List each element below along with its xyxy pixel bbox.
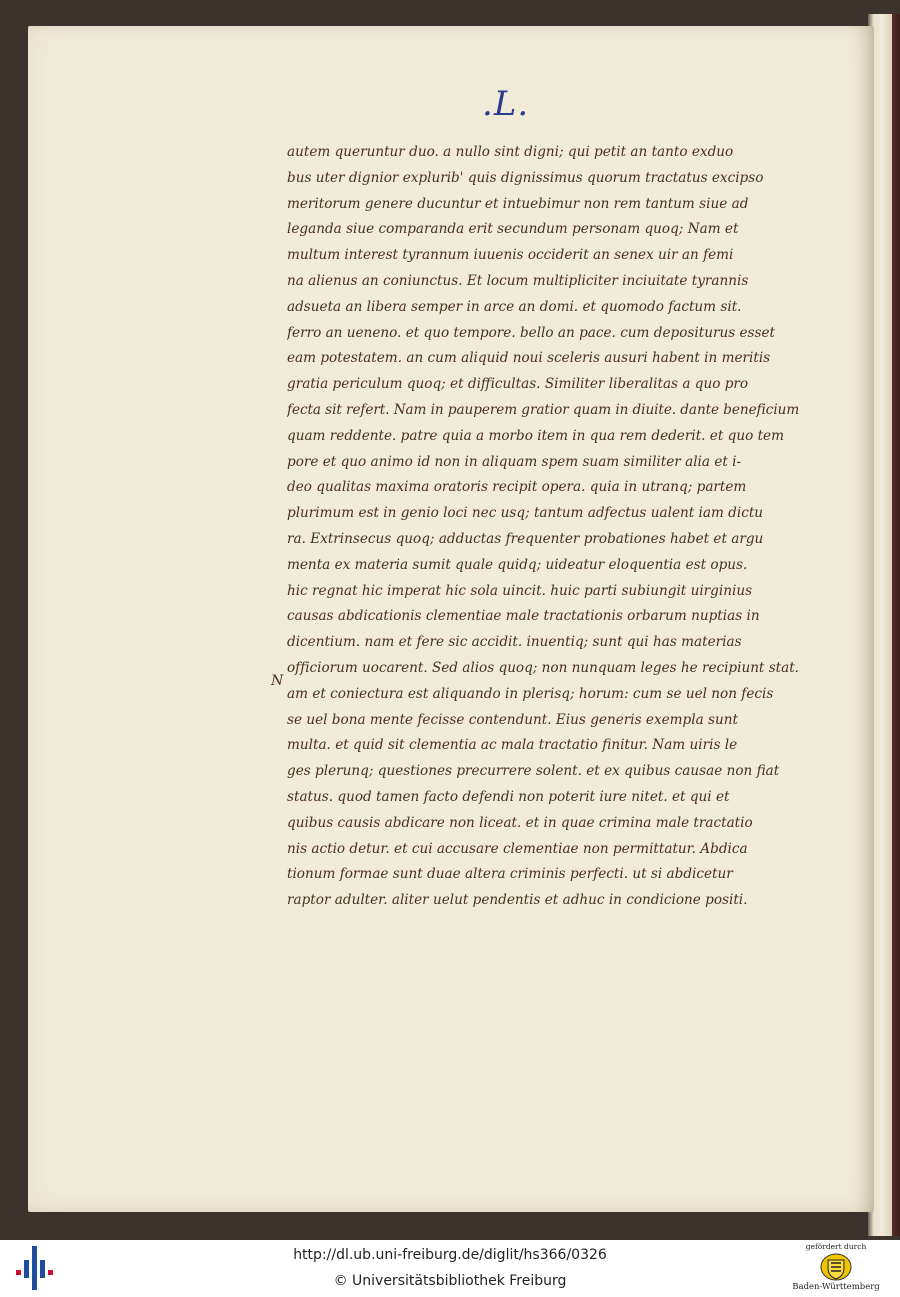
manuscript-line: raptor adulter. aliter uelut pendentis et adhuc in condicione positi. <box>287 892 748 909</box>
manuscript-line: causas abdicationis clementiae male tractationis orbarum nuptias in <box>287 608 760 625</box>
manuscript-line: adsueta an libera semper in arce an domi. et quomodo factum sit. <box>287 298 742 315</box>
sponsor-label: gefördert durch <box>805 1242 867 1251</box>
manuscript-line: autem queruntur duo. a nullo sint digni; qui petit an tanto exduo <box>287 144 734 160</box>
manuscript-line: hic regnat hic imperat hic sola uincit. huic parti subiungit uirginius <box>287 582 753 599</box>
baden-wuerttemberg-crest-icon <box>819 1252 853 1282</box>
manuscript-line: ges plerunq; questiones precurrere solent. et ex quibus causae non fiat <box>287 763 780 780</box>
manuscript-line: status. quod tamen facto defendi non poterit iure nitet. et qui et <box>287 788 730 805</box>
decorated-initial: .L. <box>482 84 530 124</box>
manuscript-line: plurimum est in genio loci nec usq; tantum adfectus ualent iam dictu <box>287 505 764 522</box>
manuscript-line: na alienus an coniunctus. Et locum multipliciter inciuitate tyrannis <box>287 272 749 289</box>
manuscript-line: ferro an ueneno. et quo tempore. bello an pace. cum depositurus esset <box>287 324 776 341</box>
manuscript-line: eam potestatem. an cum aliquid noui sceleris ausuri habent in meritis <box>287 350 771 367</box>
manuscript-line: deo qualitas maxima oratoris recipit opera. quia in utranq; partem <box>287 479 747 496</box>
manuscript-line: quibus causis abdicare non liceat. et in quae crimina male tractatio <box>287 814 753 831</box>
manuscript-line: nis actio detur. et cui accusare clementiae non permittatur. Abdica <box>287 840 748 857</box>
copyright-notice: © Universitätsbibliothek Freiburg <box>333 1273 567 1289</box>
manuscript-line: tionum formae sunt duae altera criminis perfecti. ut si abdicetur <box>287 866 733 883</box>
sponsor-name: Baden-Württemberg <box>792 1282 880 1292</box>
manuscript-line: meritorum genere ducuntur et intuebimur non rem tantum siue ad <box>287 195 749 212</box>
manuscript-line: multum interest tyrannum iuuenis occiderit an senex uir an femi <box>287 247 734 264</box>
manuscript-line: fecta sit refert. Nam in pauperem gratior quam in diuite. dante beneficium <box>287 401 799 418</box>
manuscript-line: gratia periculum quoq; et difficultas. Similiter liberalitas a quo pro <box>287 376 749 393</box>
manuscript-line: officiorum uocarent. Sed alios quoq; non nunquam leges he recipiunt stat. <box>287 659 799 676</box>
manuscript-line: ra. Extrinsecus quoq; adductas frequenter probationes habet et argu <box>287 530 764 547</box>
manuscript-line: se uel bona mente fecisse contendunt. Eius generis exempla sunt <box>287 711 738 728</box>
manuscript-line: leganda siue comparanda erit secundum personam quoq; Nam et <box>287 221 739 238</box>
manuscript-line: multa. et quid sit clementia ac mala tractatio finitur. Nam uiris le <box>287 737 738 754</box>
marginal-initial: N <box>271 673 284 689</box>
manuscript-line: bus uter dignior explurib' quis dignissimus quorum tractatus excipso <box>287 169 764 186</box>
document-url-link[interactable]: http://dl.ub.uni-freiburg.de/diglit/hs366/0326 <box>293 1247 607 1263</box>
manuscript-line: menta ex materia sumit quale quidq; uideatur eloquentia est opus. <box>287 556 748 573</box>
manuscript-line: quam reddente. patre quia a morbo item in qua rem dederit. et quo tem <box>287 427 784 444</box>
sponsor-block <box>776 1242 896 1296</box>
manuscript-line: am et coniectura est aliquando in plerisq; horum: cum se uel non fecis <box>287 685 774 702</box>
manuscript-line: dicentium. nam et fere sic accidit. inuentiq; sunt qui has materias <box>287 634 742 651</box>
manuscript-line: pore et quo animo id non in aliquam spem suam similiter alia et i- <box>287 453 742 470</box>
manuscript-text <box>287 140 799 914</box>
